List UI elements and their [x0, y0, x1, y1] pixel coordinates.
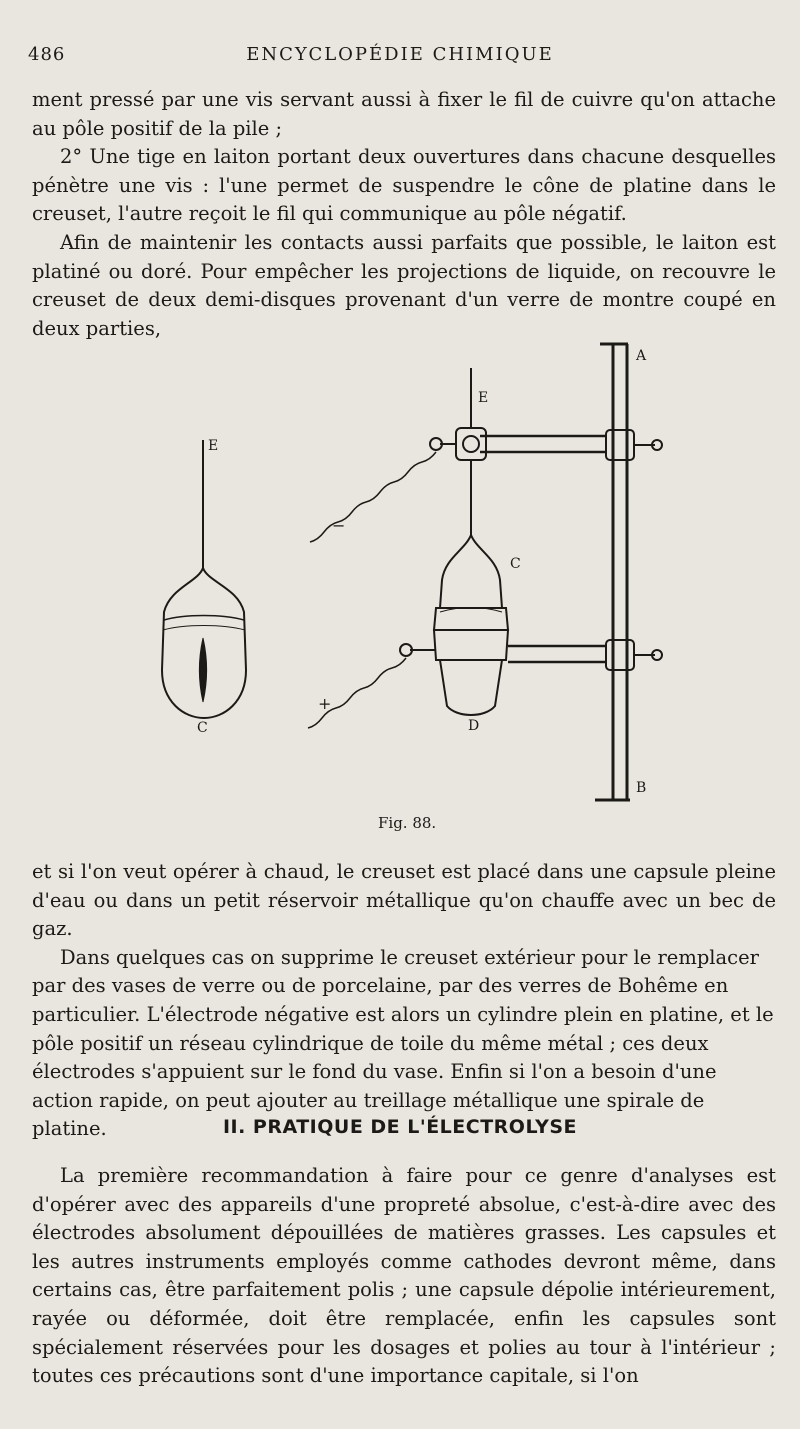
label-minus: − [332, 516, 346, 535]
page-number: 486 [28, 44, 66, 65]
figure-88 [140, 330, 700, 840]
paragraph: 2° Une tige en laiton portant deux ouvertures dans chacune desquelles pénètre une vis : l'une permet de suspendre le cône de platine dans le creuset, l'autre reçoit le fil qui communique au pôle négatif. [32, 145, 776, 226]
upper-arm-drawing [430, 368, 606, 460]
top-text-block [32, 86, 776, 343]
paragraph: La première recommandation à faire pour ce genre d'analyses est d'opérer avec des appareils d'une propreté absolue, c'est-à-dire avec des électrodes absolument dépouillées de matières grasses. Les capsules et les autres instruments employés comme cathodes devront même, dans certains cas, être parfaitement polis ; une capsule dépolie intérieurement, rayée ou déformée, doit être remplacée, enfin les capsules sont spécialement réservées pour les dosages et polies au tour à l'intérieur ; toutes ces précautions sont d'une importance capitale, si l'on [32, 1164, 776, 1388]
paragraph: Afin de maintenir les contacts aussi parfaits que possible, le laiton est platiné ou doré. Pour empêcher les projections de liquide, on recouvre le creuset de deux demi-disques provenant d'un verre de montre coupé en deux parties, [32, 230, 776, 340]
label-left-c: C [197, 720, 208, 736]
label-a: A [636, 348, 647, 364]
middle-text-block [32, 858, 776, 1144]
stand-drawing [595, 344, 662, 800]
paragraph: et si l'on veut opérer à chaud, le creuset est placé dans une capsule pleine d'eau ou dans un petit réservoir métallique qu'on chauffe avec un bec de gaz. [32, 860, 776, 941]
label-b: B [636, 780, 647, 796]
label-plus: + [318, 694, 332, 713]
figure-caption: Fig. 88. [378, 814, 437, 832]
label-c: C [510, 556, 521, 572]
wires-drawing [308, 452, 436, 728]
bottom-text-block [32, 1162, 776, 1391]
label-d: D [468, 718, 480, 734]
electrolysis-apparatus-illustration [140, 330, 700, 840]
label-left-e: E [208, 438, 219, 454]
page-header [28, 44, 772, 74]
section-heading: II. PRATIQUE DE L'ÉLECTROLYSE [222, 1116, 578, 1138]
running-title: ENCYCLOPÉDIE CHIMIQUE [246, 44, 554, 65]
label-e: E [478, 390, 489, 406]
paragraph: Dans quelques cas on supprime le creuset extérieur pour le remplacer par des vases de verre ou de porcelaine, par des verres de Bohême en particulier. L'électrode négative est alors un cylindre plein en platine, et le pôle positif un réseau cylindrique de toile du même métal ; ces deux électrodes s'appuient sur le fond du vase. Enfin si l'on a besoin d'une action rapide, on peut ajouter au treillage métallique une spirale de platine. [32, 945, 774, 1141]
crucible-drawing [434, 460, 508, 715]
left-electrode-drawing [162, 440, 246, 718]
paragraph: ment pressé par une vis servant aussi à fixer le fil de cuivre qu'on attache au pôle positif de la pile ; [32, 88, 776, 140]
